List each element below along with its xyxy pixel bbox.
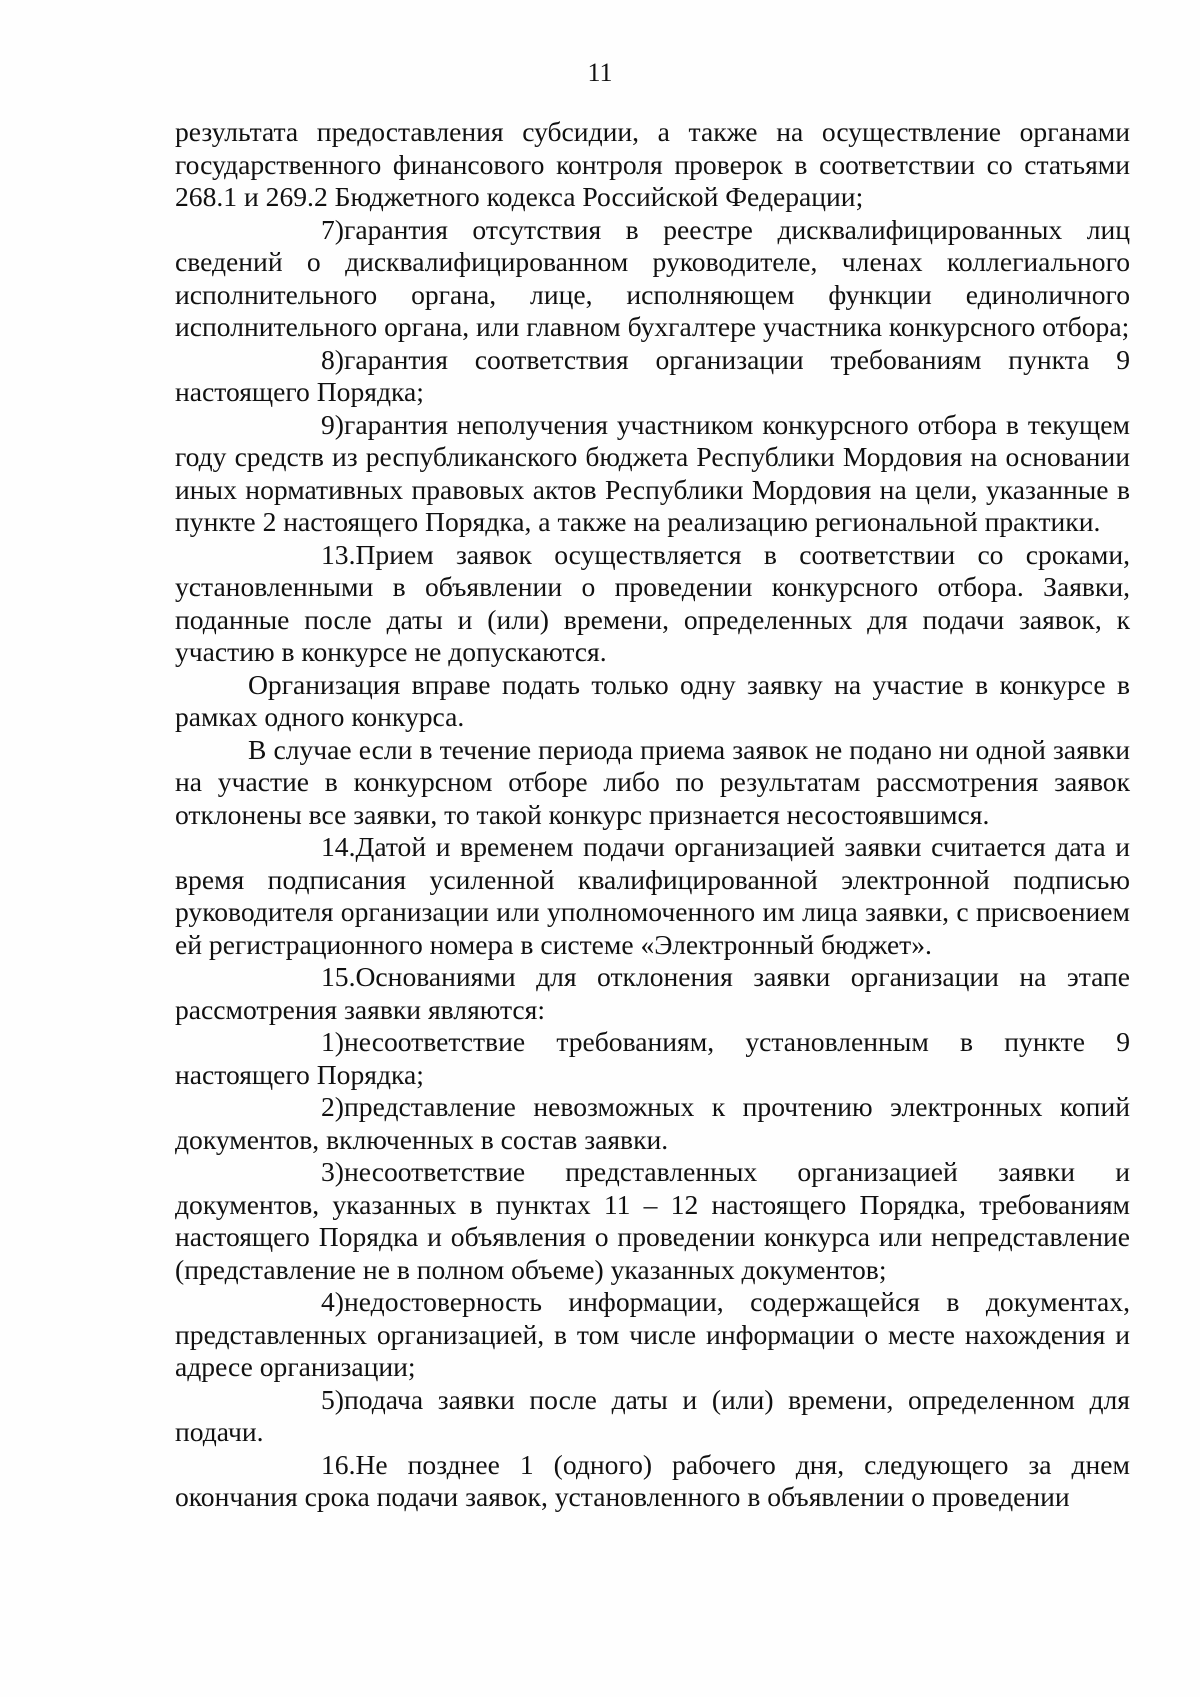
clause-text: Датой и временем подачи организацией заявки считается дата и время подписания усиленной квалифицированной электронной подписью руководителя организации или уполномоченного им лица заявки, с присвоением ей регистрационного номера в системе «Электронный бюджет». <box>175 831 1130 960</box>
list-item-7 <box>175 214 1130 344</box>
list-item-text: подача заявки после даты и (или) времени, определенном для подачи. <box>175 1383 1130 1447</box>
list-item-8 <box>175 344 1130 409</box>
list-item-number: 9) <box>321 408 344 440</box>
clause-number: 16. <box>321 1448 356 1480</box>
clause-14 <box>175 831 1130 961</box>
clause-15 <box>175 961 1130 1026</box>
clause-number: 14. <box>321 831 356 862</box>
list-item-text: представление невозможных к прочтению электронных копий документов, включенных в состав заявки. <box>175 1091 1130 1155</box>
clause-13-paragraph-3 <box>175 734 1130 832</box>
paragraph-continuation <box>175 116 1130 214</box>
list-item-2 <box>175 1091 1130 1156</box>
list-item-text: гарантия отсутствия в реестре дисквалифицированных лиц сведений о дисквалифицированном руководителе, членах коллегиального исполнительного органа, лице, исполняющем функции единоличного исполнительного органа, или главном бухгалтере участника конкурсного отбора; <box>175 213 1130 342</box>
clause-13-paragraph-2 <box>175 669 1130 734</box>
list-item-text: несоответствие требованиям, установленным в пункте 9 настоящего Порядка; <box>175 1026 1130 1090</box>
list-item-number: 2) <box>321 1091 344 1122</box>
clause-number: 15. <box>321 961 356 992</box>
document-body <box>175 116 1130 1514</box>
clause-text: Не позднее 1 (одного) рабочего дня, следующего за днем окончания срока подачи заявок, установленного в объявлении о проведении <box>175 1448 1130 1512</box>
list-item-number: 8) <box>321 343 344 375</box>
list-item-number: 4) <box>321 1286 344 1317</box>
list-item-3 <box>175 1156 1130 1286</box>
list-item-number: 3) <box>321 1156 344 1187</box>
list-item-number: 5) <box>321 1383 344 1415</box>
list-item-1 <box>175 1026 1130 1091</box>
clause-16 <box>175 1449 1130 1514</box>
list-item-4 <box>175 1286 1130 1384</box>
list-item-text: недостоверность информации, содержащейся в документах, представленных организацией, в том числе информации о месте нахождения и адресе организации; <box>175 1286 1130 1382</box>
list-item-text: гарантия неполучения участником конкурсного отбора в текущем году средств из республиканского бюджета Республики Мордовия на основании иных нормативных правовых актов Республики Мордовия на цели, указанные в пункте 2 настоящего Порядка, а также на реализацию региональной практики. <box>175 408 1130 537</box>
list-item-5 <box>175 1384 1130 1449</box>
clause-text: Прием заявок осуществляется в соответствии со сроками, установленными в объявлении о проведении конкурсного отбора. Заявки, поданные после даты и (или) времени, определенных для подачи заявок, к участию в конкурсе не допускаются. <box>175 538 1130 667</box>
paragraph-text: В случае если в течение периода приема заявок не подано ни одной заявки на участие в конкурсном отборе либо по результатам рассмотрения заявок отклонены все заявки, то такой конкурс признается несостоявшимся. <box>175 733 1130 830</box>
page-number: 11 <box>587 58 613 87</box>
list-item-9 <box>175 409 1130 539</box>
clause-text: Основаниями для отклонения заявки организации на этапе рассмотрения заявки являются: <box>175 961 1130 1025</box>
list-item-number: 1) <box>321 1026 344 1057</box>
list-item-text: несоответствие представленных организацией заявки и документов, указанных в пунктах 11 – 12 настоящего Порядка, требованиям настоящего Порядка и объявления о проведении конкурса или непредставление (представление не в полном объеме) указанных документов; <box>175 1156 1130 1285</box>
clause-13 <box>175 539 1130 669</box>
list-item-text: гарантия соответствия организации требованиям пункта 9 настоящего Порядка; <box>175 343 1130 407</box>
paragraph-text: результата предоставления субсидии, а также на осуществление органами государственного финансового контроля проверок в соответствии со статьями 268.1 и 269.2 Бюджетного кодекса Российской Федерации; <box>175 116 1130 212</box>
clause-number: 13. <box>321 538 356 570</box>
list-item-number: 7) <box>321 213 344 245</box>
paragraph-text: Организация вправе подать только одну заявку на участие в конкурсе в рамках одного конкурса. <box>175 668 1130 732</box>
